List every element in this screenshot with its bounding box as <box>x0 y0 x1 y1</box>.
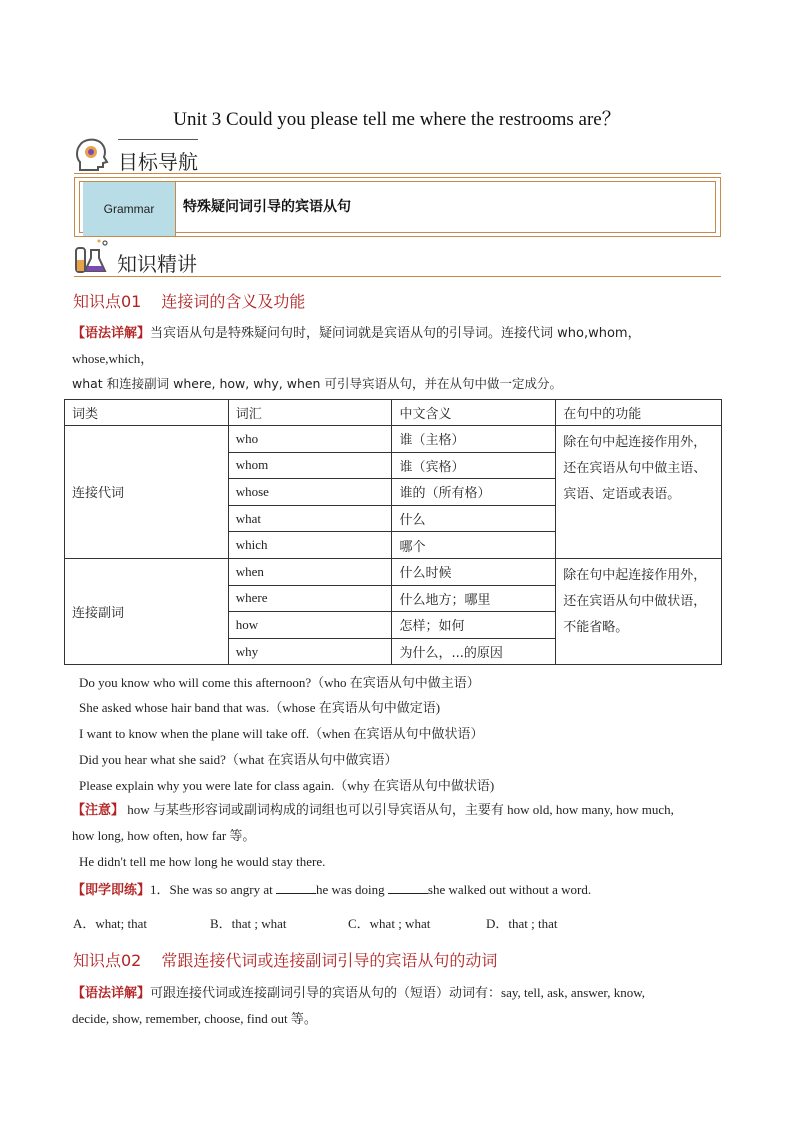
function-cell: 除在句中起连接作用外，还在宾语从句中做状语，不能省略。 <box>556 558 722 664</box>
section-goals-title: 目标导航 <box>118 150 198 174</box>
meaning-cell: 什么地方；哪里 <box>392 585 556 612</box>
word-cell: what <box>228 505 392 532</box>
table-header: 词类 <box>65 400 229 426</box>
kp2-heading <box>73 948 497 971</box>
table-header: 中文含义 <box>392 400 556 426</box>
category-cell: 连接副词 <box>65 558 229 664</box>
choice-b[interactable]: B．that ; what <box>210 916 287 931</box>
grammar-line2: whose,which， <box>72 351 154 366</box>
meaning-cell: 哪个 <box>392 532 556 559</box>
kp2-grammar-tag: 【语法详解】 <box>72 986 151 1001</box>
practice-middle: he was doing <box>316 882 388 897</box>
word-cell: why <box>228 638 392 665</box>
meaning-cell: 为什么，...的原因 <box>392 638 556 665</box>
section-goals-overline <box>118 139 198 140</box>
section-knowledge-title: 知识精讲 <box>117 252 197 276</box>
note-example: He didn't tell me how long he would stay there. <box>79 854 326 869</box>
lab-flask-icon <box>72 238 112 281</box>
kp2-grammar-paragraph <box>72 980 732 1031</box>
meaning-cell: 谁（主格） <box>392 426 556 453</box>
table-header: 在句中的功能 <box>556 400 722 426</box>
category-cell: 连接代词 <box>65 426 229 559</box>
kp1-heading <box>73 289 305 312</box>
example-sentence: I want to know when the plane will take off.（when 在宾语从句中做状语） <box>79 726 484 741</box>
function-cell: 除在句中起连接作用外，还在宾语从句中做主语、宾语、定语或表语。 <box>556 426 722 559</box>
practice-question <box>72 877 722 903</box>
example-sentence: Do you know who will come this afternoon?（who 在宾语从句中做主语） <box>79 675 480 690</box>
section-knowledge-rule <box>74 276 721 277</box>
kp2-line2: decide, show, remember, choose, find out 等。 <box>72 1011 317 1026</box>
word-cell: whom <box>228 452 392 479</box>
goal-label: Grammar <box>83 182 175 236</box>
example-sentence: Please explain why you were late for class again.（why 在宾语从句中做状语) <box>79 778 495 793</box>
kp1-title: 连接词的含义及功能 <box>161 292 306 311</box>
word-cell: how <box>228 612 392 639</box>
table-header-row <box>65 400 722 426</box>
example-sentence: Did you hear what she said?（what 在宾语从句中做宾语） <box>79 752 398 767</box>
word-cell: whose <box>228 479 392 506</box>
example-sentence: She asked whose hair band that was.（whose 在宾语从句中做定语) <box>79 700 441 715</box>
table-header: 词汇 <box>228 400 392 426</box>
kp1-number: 知识点01 <box>73 292 142 311</box>
meaning-cell: 什么时候 <box>392 558 556 585</box>
kp2-title: 常跟连接代词或连接副词引导的宾语从句的动词 <box>161 951 498 970</box>
section-goals-rule <box>74 173 721 174</box>
table-row <box>65 426 722 453</box>
goal-text: 特殊疑问词引导的宾语从句 <box>183 199 351 215</box>
meaning-cell: 谁的（所有格） <box>392 479 556 506</box>
conjunction-table <box>64 399 722 665</box>
kp2-line1: 可跟连接代词或连接副词引导的宾语从句的（短语）动词有：say, tell, ask, answer, know, <box>150 985 646 1000</box>
goal-divider <box>175 182 176 236</box>
answer-blank-1[interactable] <box>276 881 316 894</box>
choice-d[interactable]: D．that ; that <box>486 916 558 931</box>
note-line2: how long, how often, how far 等。 <box>72 828 256 843</box>
word-cell: which <box>228 532 392 559</box>
word-cell: who <box>228 426 392 453</box>
page-title: Unit 3 Could you please tell me where the restrooms are？ <box>173 109 621 130</box>
answer-blank-2[interactable] <box>388 881 428 894</box>
practice-suffix: she walked out without a word. <box>427 882 592 897</box>
note-tag: 【注意】 <box>72 803 125 818</box>
note-line1: how 与某些形容词或副词构成的词组也可以引导宾语从句，主要有 how old, how many, how much, <box>124 802 674 817</box>
meaning-cell: 什么 <box>392 505 556 532</box>
kp1-grammar-paragraph <box>72 320 722 396</box>
kp2-number: 知识点02 <box>73 951 142 970</box>
practice-prefix: 1．She was so angry at <box>150 882 277 897</box>
meaning-cell: 谁（宾格） <box>392 452 556 479</box>
word-cell: when <box>228 558 392 585</box>
meaning-cell: 怎样；如何 <box>392 612 556 639</box>
choice-a[interactable]: A．what; that <box>73 916 148 931</box>
grammar-line1: 当宾语从句是特殊疑问句时，疑问词就是宾语从句的引导词。连接代词 who,whom， <box>150 326 641 341</box>
choice-c[interactable]: C．what ; what <box>348 916 431 931</box>
word-cell: where <box>228 585 392 612</box>
note-paragraph <box>72 797 732 848</box>
table-row <box>65 558 722 585</box>
practice-tag: 【即学即练】 <box>72 883 151 898</box>
grammar-tag: 【语法详解】 <box>72 326 151 341</box>
goal-table <box>74 177 721 237</box>
grammar-line3: what 和连接副词 where, how, why, when 可引导宾语从句，并在从句中做一定成分。 <box>72 376 562 391</box>
